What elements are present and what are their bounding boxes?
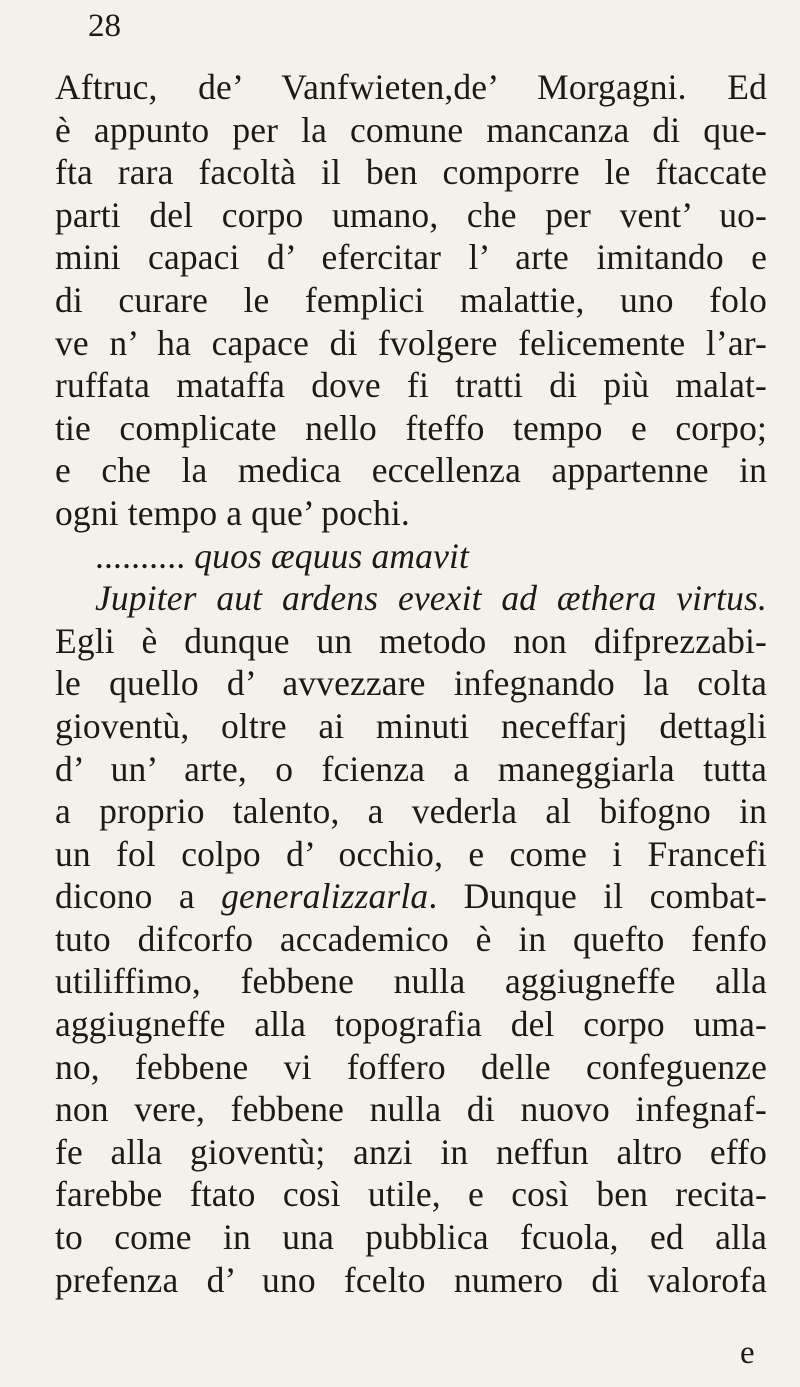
text-segment: dicono a (55, 876, 222, 917)
text-line: tuto difcorfo accademico è in quefto fenfo (55, 918, 767, 959)
text-line: un fol colpo d’ occhio, e come i Francefi (55, 833, 767, 874)
text-line: utiliffimo, febbene nulla aggiugneffe alla (55, 961, 767, 1002)
text-line: mini capaci d’ efercitar l’ arte imitando e (55, 237, 767, 278)
page-number: 28 (88, 8, 121, 44)
verse-quote-line-1 (55, 535, 655, 578)
text-line: è appunto per la comune mancanza di que- (55, 109, 767, 150)
verse-quote-line-2: Jupiter aut ardens evexit ad æthera virtus. (95, 578, 767, 619)
text-line: le quello d’ avvezzare infegnando la colta (55, 663, 767, 704)
text-line: tie complicate nello fteffo tempo e corpo; (55, 407, 767, 448)
text-line: ruffata mataffa dove fi tratti di più malat- (55, 365, 767, 406)
text-line: ve n’ ha capace di fvolgere felicemente l’ar- (55, 322, 767, 363)
text-line: aggiugneffe alla topografia del corpo uma- (55, 1004, 767, 1045)
text-line: di curare le femplici malattie, uno folo (55, 279, 767, 320)
text-line: prefenza d’ uno fcelto numero di valorofa (55, 1259, 767, 1300)
text-line: Aftruc, de’ Vanfwieten,de’ Morgagni. Ed (55, 67, 767, 107)
text-line: Egli è dunque un metodo non difprezzabi- (55, 620, 767, 661)
text-line: a proprio talento, a vederla al bifogno in (55, 791, 767, 832)
text-line: gioventù, oltre ai minuti neceffarj dettagli (55, 705, 767, 746)
ellipsis-dots: .......... (95, 535, 186, 576)
text-line: farebbe ftato così utile, e così ben recita- (55, 1174, 767, 1215)
text-line: fta rara facoltà il ben comporre le ftaccate (55, 152, 767, 193)
text-line: fe alla gioventù; anzi in neffun altro effo (55, 1131, 767, 1172)
body-text (55, 66, 767, 1301)
text-line: e che la medica eccellenza appartenne in (55, 450, 767, 491)
text-line: d’ un’ arte, o fcienza a maneggiarla tutta (55, 748, 767, 789)
text-line: ogni tempo a que’ pochi. (55, 492, 410, 533)
text-line-generalize (55, 875, 767, 918)
verse-quote-text: quos æquus amavit (194, 535, 470, 576)
text-line: no, febbene vi foffero delle confeguenze (55, 1046, 767, 1087)
text-line: to come in una pubblica fcuola, ed alla (55, 1217, 767, 1258)
catchword: e (740, 1335, 755, 1371)
text-line: parti del corpo umano, che per vent’ uo- (55, 194, 767, 235)
text-line: non vere, febbene nulla di nuovo infegnaf- (55, 1089, 767, 1130)
text-segment: . Dunque il combat- (428, 876, 768, 917)
italic-term: generalizzarla (221, 876, 429, 917)
